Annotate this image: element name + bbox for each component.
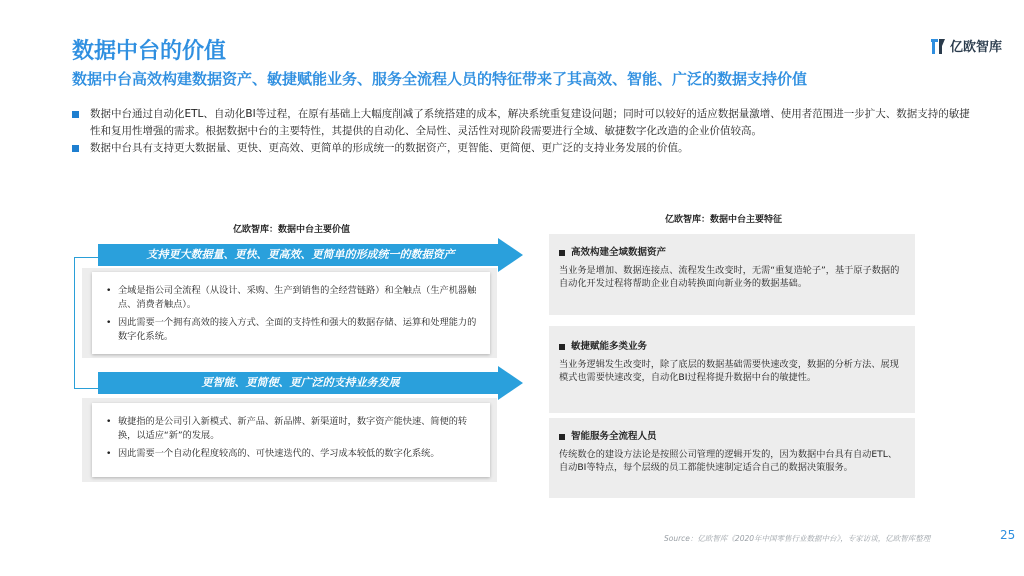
value-banner-1 xyxy=(98,244,523,266)
source-note: Source：亿欧智库《2020年中国零售行业数据中台》，专家访谈，亿欧智库整理 xyxy=(664,534,931,543)
value-item-text: 因此需要一个自动化程度较高的、可快速迭代的、学习成本较低的数字化系统。 xyxy=(118,448,440,459)
dot-bullet-icon: • xyxy=(106,285,112,296)
dot-bullet-icon: • xyxy=(106,448,112,459)
right-panel-heading: 亿欧智库：数据中台主要特征 xyxy=(665,215,783,225)
logo-text: 亿欧智库 xyxy=(950,40,1003,55)
page-number: 25 xyxy=(1000,528,1016,542)
feature-card-body: 当业务是增加、数据连接点、流程发生改变时，无需“重复造轮子”，基于原子数据的自动化开发过程将帮助企业自动转换面向新业务的数据基础。 xyxy=(559,264,900,289)
page-subtitle: 数据中台高效构建数据资产、敏捷赋能业务、服务全流程人员的特征带来了其高效、智能、广泛的数据支持价值 xyxy=(72,70,808,88)
intro-bullet-list xyxy=(72,106,972,157)
yiou-logo-icon xyxy=(930,37,946,55)
feature-card-title xyxy=(559,246,905,260)
dot-bullet-icon: • xyxy=(106,317,112,328)
feature-card-title xyxy=(559,340,905,354)
value-item xyxy=(106,284,480,312)
square-bullet-icon xyxy=(559,250,565,256)
feature-card-1 xyxy=(549,234,915,315)
feature-card-title-text: 智能服务全流程人员 xyxy=(571,431,657,442)
value-item xyxy=(106,415,480,443)
value-item-text: 全域是指公司全流程（从设计、采购、生产到销售的全经营链路）和全触点（生产机器触点、消费者触点）。 xyxy=(118,285,477,310)
feature-card-3 xyxy=(549,418,915,498)
square-bullet-icon xyxy=(559,344,565,350)
value-card-2 xyxy=(92,403,490,477)
feature-card-2 xyxy=(549,326,915,413)
value-banner-text: 更智能、更简便、更广泛的支持业务发展 xyxy=(201,376,400,389)
value-card-1 xyxy=(92,272,490,354)
value-item-text: 因此需要一个拥有高效的接入方式、全面的支持性和强大的数据存储、运算和处理能力的数字化系统。 xyxy=(118,317,477,342)
value-banner-2 xyxy=(98,372,523,394)
feature-card-body: 传统数仓的建设方法论是按照公司管理的逻辑开发的，因为数据中台具有自动ETL、自动BI等特点，每个层级的员工都能快速制定适合自己的数据决策服务。 xyxy=(559,448,898,473)
intro-bullet xyxy=(72,140,972,157)
left-panel-heading: 亿欧智库：数据中台主要价值 xyxy=(233,225,351,235)
feature-card-body: 当业务逻辑发生改变时，除了底层的数据基础需要快速改变，数据的分析方法、展现模式也需要快速改变，自动化BI过程将提升数据中台的敏捷性。 xyxy=(559,358,899,383)
feature-card-title-text: 敏捷赋能多类业务 xyxy=(571,341,648,352)
square-bullet-icon xyxy=(72,111,79,118)
feature-card-title xyxy=(559,430,905,444)
square-bullet-icon xyxy=(559,434,565,440)
feature-card-title-text: 高效构建全域数据资产 xyxy=(571,247,667,258)
value-item xyxy=(106,316,480,344)
value-item xyxy=(106,447,480,461)
value-item-text: 敏捷指的是公司引入新模式、新产品、新品牌、新渠道时，数字资产能快速、简便的转换，以适应“新”的发展。 xyxy=(118,416,468,441)
dot-bullet-icon: • xyxy=(106,416,112,427)
intro-bullet-text: 数据中台具有支持更大数据量、更快、更高效、更简单的形成统一的数据资产，更智能、更简便、更广泛的支持业务发展的价值。 xyxy=(90,142,689,154)
brand-logo xyxy=(930,36,1002,55)
page-title: 数据中台的价值 xyxy=(72,39,227,64)
square-bullet-icon xyxy=(72,145,79,152)
intro-bullet xyxy=(72,106,972,140)
value-banner-text: 支持更大数据量、更快、更高效、更简单的形成统一的数据资产 xyxy=(146,248,455,261)
intro-bullet-text: 数据中台通过自动化ETL、自动化BI等过程，在原有基础上大幅度削减了系统搭建的成本，解决系统重复建设问题；同时可以较好的适应数据量激增、使用者范围进一步扩大、数据支持的敏捷性和复用性增强的需求。根据数据中台的主要特性，其提供的自动化、全局性、灵活性对现阶段需要进行全域、敏捷数字化改造的企业价值较高。 xyxy=(90,108,970,137)
